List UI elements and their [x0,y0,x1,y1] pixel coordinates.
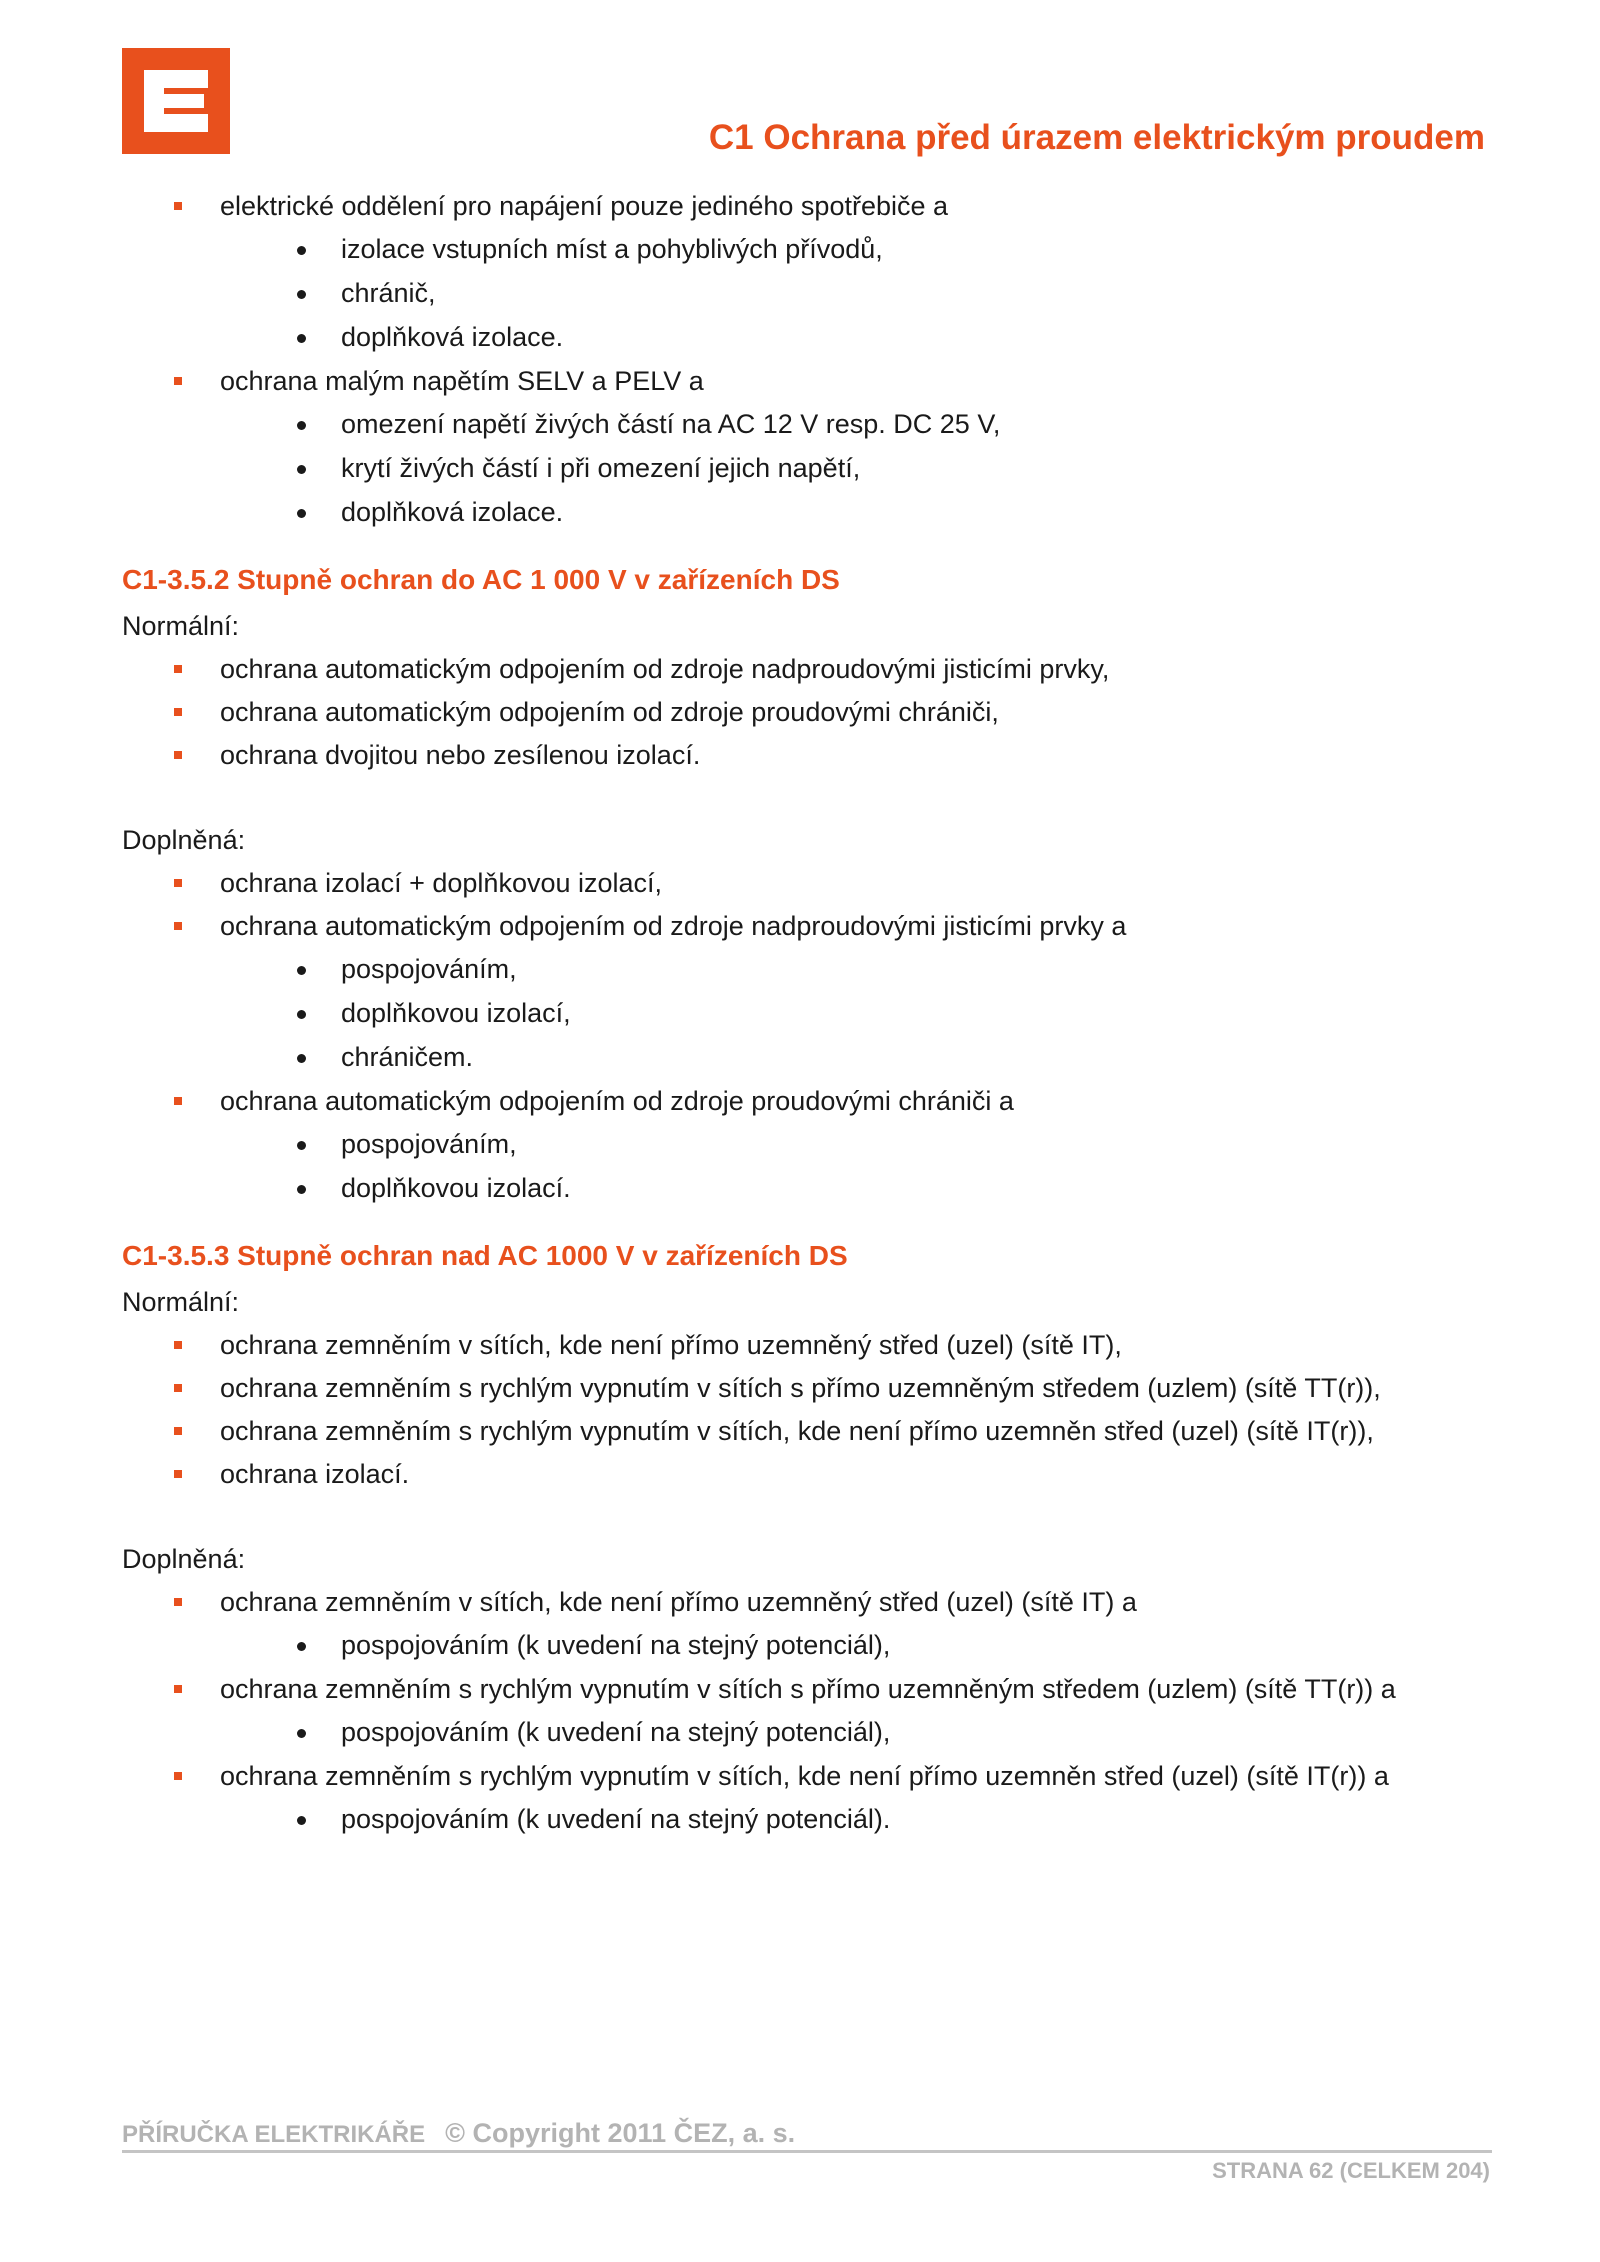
list-item: ochrana zemněním s rychlým vypnutím v sítích, kde není přímo uzemněn střed (uzel) (sítě IT(r)), [122,1415,1492,1448]
sub-list-item: pospojováním, [122,1128,1492,1161]
list-item: ochrana zemněním s rychlým vypnutím v sítích s přímo uzemněným středem (uzlem) (sítě TT(r)) a [122,1673,1492,1706]
list-item: ochrana zemněním v sítích, kde není přímo uzemněný střed (uzel) (sítě IT) a [122,1586,1492,1619]
spacer [122,782,1492,824]
list-item: elektrické oddělení pro napájení pouze jediného spotřebiče a [122,190,1492,223]
list-item: ochrana automatickým odpojením od zdroje nadproudovými jisticími prvky, [122,653,1492,686]
sub-list-item: doplňkovou izolací, [122,997,1492,1030]
list-item: ochrana zemněním s rychlým vypnutím v sítích, kde není přímo uzemněn střed (uzel) (sítě IT(r)) a [122,1760,1492,1793]
footer-title: PŘÍRUČKA ELEKTRIKÁŘE [122,2121,426,2148]
sub-list-item: chránič, [122,277,1492,310]
list-item: ochrana dvojitou nebo zesílenou izolací. [122,739,1492,772]
list-item: ochrana automatickým odpojením od zdroje nadproudovými jisticími prvky a [122,910,1492,943]
list-item: ochrana automatickým odpojením od zdroje proudovými chrániči a [122,1085,1492,1118]
sub-list-item: pospojováním (k uvedení na stejný potenciál). [122,1803,1492,1836]
list-item: ochrana izolací + doplňkovou izolací, [122,867,1492,900]
intro-list [122,190,1492,529]
normal-label: Normální: [122,611,240,641]
list-item: ochrana zemněním s rychlým vypnutím v sítích s přímo uzemněným středem (uzlem) (sítě TT(r)), [122,1372,1492,1405]
sub-list-item: doplňková izolace. [122,496,1492,529]
sub-list-item: pospojováním, [122,953,1492,986]
cez-logo-icon [122,48,230,154]
sub-list-item: pospojováním (k uvedení na stejný potenciál), [122,1629,1492,1662]
page-header-title: C1 Ochrana před úrazem elektrickým proudem [708,118,1485,157]
sub-list-item: izolace vstupních míst a pohyblivých přívodů, [122,233,1492,266]
footer-divider [122,2150,1492,2153]
document-body [122,190,1492,1847]
sub-list-item: krytí živých částí i při omezení jejich napětí, [122,452,1492,485]
list-item: ochrana malým napětím SELV a PELV a [122,365,1492,398]
sub-list-item: doplňkovou izolací. [122,1172,1492,1205]
footer-copyright: © Copyright 2011 ČEZ, a. s. [445,2118,796,2148]
sub-list-item: doplňková izolace. [122,321,1492,354]
normal-label: Normální: [122,1287,240,1317]
list-item: ochrana zemněním v sítích, kde není přímo uzemněný střed (uzel) (sítě IT), [122,1329,1492,1362]
extra-label: Doplněná: [122,825,246,855]
section-heading-352: C1-3.5.2 Stupně ochran do AC 1 000 V v zařízeních DS [122,564,840,595]
footer-publication [122,2118,795,2149]
sub-list-item: omezení napětí živých částí na AC 12 V resp. DC 25 V, [122,408,1492,441]
list-item: ochrana izolací. [122,1458,1492,1491]
page-number: STRANA 62 (CELKEM 204) [1212,2158,1490,2183]
sub-list-item: pospojováním (k uvedení na stejný potenciál), [122,1716,1492,1749]
section-heading-353: C1-3.5.3 Stupně ochran nad AC 1000 V v zařízeních DS [122,1240,848,1271]
list-item: ochrana automatickým odpojením od zdroje proudovými chrániči, [122,696,1492,729]
sub-list-item: chráničem. [122,1041,1492,1074]
spacer [122,1501,1492,1543]
extra-label: Doplněná: [122,1544,246,1574]
